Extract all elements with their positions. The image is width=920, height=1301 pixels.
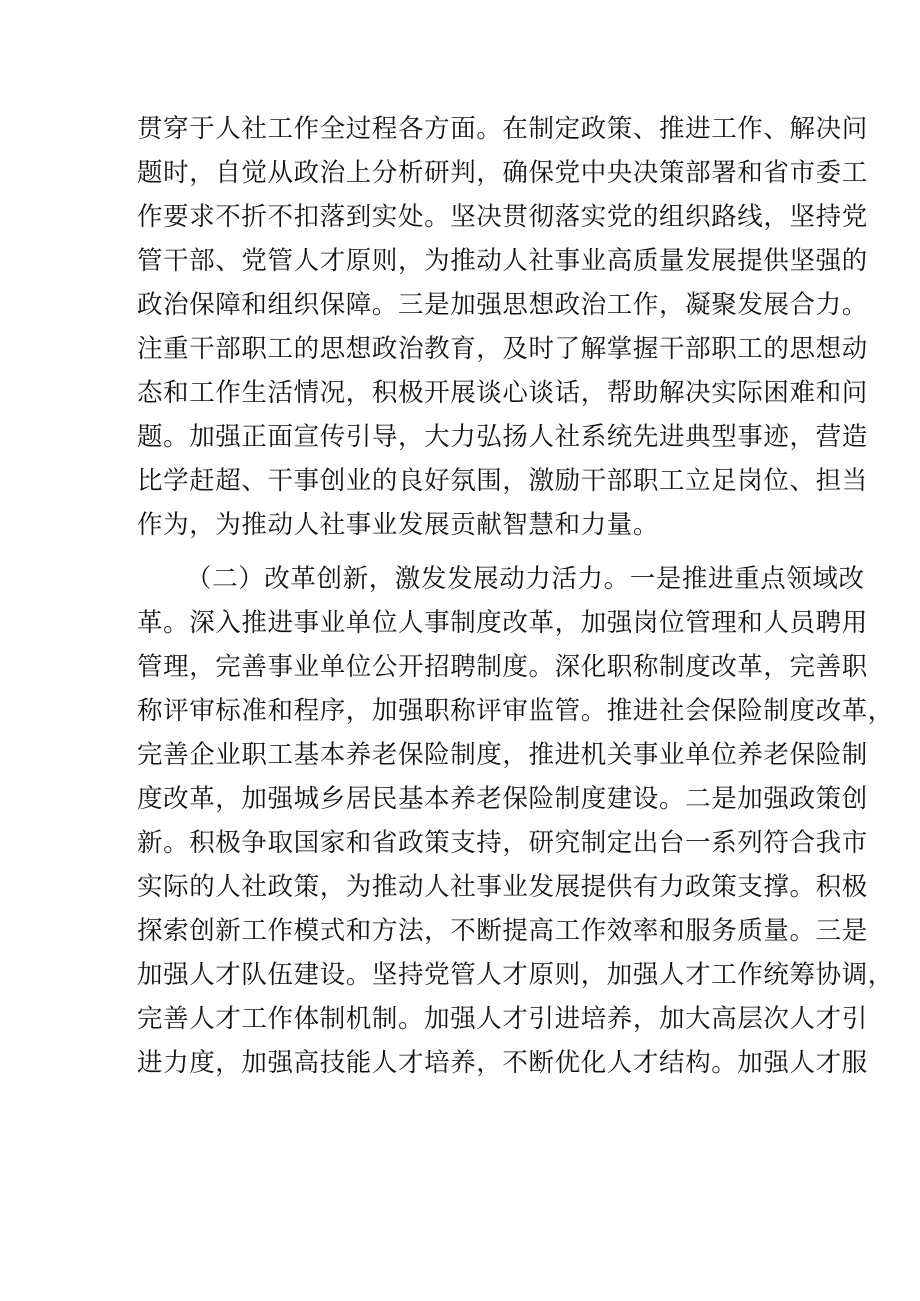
text-line: 态和工作生活情况，积极开展谈心谈话，帮助解决实际困难和问 [137, 378, 868, 408]
text-line: 作为，为推动人社事业发展贡献智慧和力量。 [137, 510, 660, 540]
text-line: 政治保障和组织保障。三是加强思想政治工作，凝聚发展合力。 [137, 290, 868, 320]
text-line: 进力度，加强高技能人才培养，不断优化人才结构。加强人才服 [137, 1048, 868, 1078]
text-line: 探索创新工作模式和方法，不断提高工作效率和服务质量。三是 [137, 916, 868, 946]
text-line: 完善企业职工基本养老保险制度，推进机关事业单位养老保险制 [137, 740, 868, 770]
text-line: 完善人才工作体制机制。加强人才引进培养，加大高层次人才引 [137, 1004, 868, 1034]
text-line: 加强人才队伍建设。坚持党管人才原则，加强人才工作统筹协调， [137, 960, 894, 990]
text-line: 比学赶超、干事创业的良好氛围，激励干部职工立足岗位、担当 [137, 466, 868, 496]
text-line: 管理，完善事业单位公开招聘制度。深化职称制度改革，完善职 [137, 652, 868, 682]
text-line: 贯穿于人社工作全过程各方面。在制定政策、推进工作、解决问 [137, 114, 868, 144]
text-line: 注重干部职工的思想政治教育，及时了解掌握干部职工的思想动 [137, 334, 868, 364]
text-line: 度改革，加强城乡居民基本养老保险制度建设。二是加强政策创 [137, 784, 868, 814]
text-line: 题时，自觉从政治上分析研判，确保党中央决策部署和省市委工 [137, 158, 868, 188]
text-line: 实际的人社政策，为推动人社事业发展提供有力政策支撑。积极 [137, 872, 868, 902]
text-line: 新。积极争取国家和省政策支持，研究制定出台一系列符合我市 [137, 828, 868, 858]
text-line: 称评审标准和程序，加强职称评审监管。推进社会保险制度改革， [137, 696, 894, 726]
text-line: 管干部、党管人才原则，为推动人社事业高质量发展提供坚强的 [137, 246, 868, 276]
text-line: 题。加强正面宣传引导，大力弘扬人社系统先进典型事迹，营造 [137, 422, 868, 452]
text-line: 作要求不折不扣落到实处。坚决贯彻落实党的组织路线，坚持党 [137, 202, 868, 232]
text-line-indented: （二）改革创新，激发发展动力活力。一是推进重点领域改 [186, 564, 865, 594]
text-line: 革。深入推进事业单位人事制度改革，加强岗位管理和人员聘用 [137, 608, 868, 638]
